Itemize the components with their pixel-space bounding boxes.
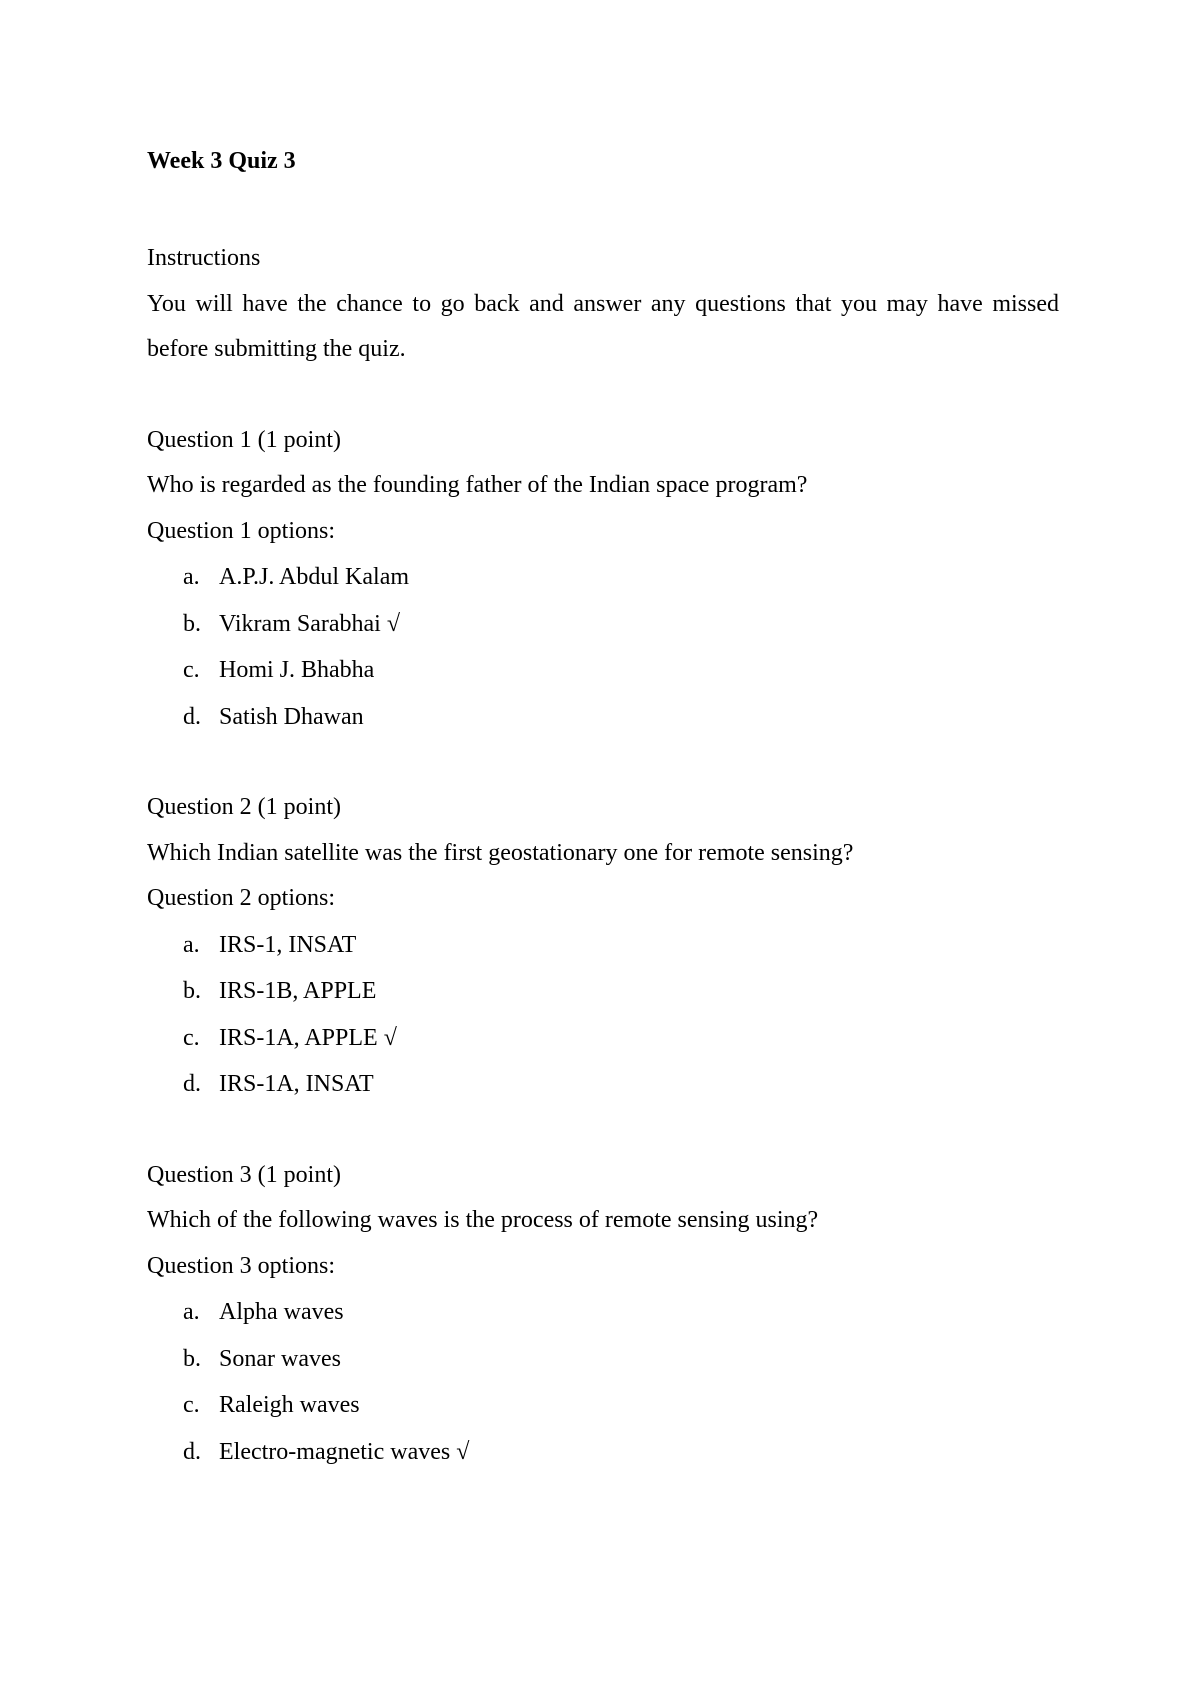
options-label: Question 2 options: (147, 885, 336, 911)
option-item (147, 601, 1059, 648)
options-label: Question 3 options: (147, 1252, 336, 1279)
document-page (147, 146, 1059, 1475)
option-text: Electro-magnetic waves (219, 1438, 451, 1465)
option-letter: d. (183, 1438, 201, 1465)
question-prompt: Which Indian satellite was the first geostationary one for remote sensing? (147, 839, 854, 866)
option-text: Satish Dhawan (219, 703, 364, 730)
option-item (147, 1429, 1059, 1476)
options-list (147, 922, 1059, 1108)
question-prompt: Which of the following waves is the process of remote sensing using? (147, 1207, 819, 1233)
option-item (147, 968, 1059, 1015)
check-mark-icon: √ (383, 1024, 397, 1051)
option-letter: b. (183, 978, 201, 1004)
option-letter: d. (183, 1071, 201, 1097)
option-item (147, 647, 1059, 694)
check-mark-icon: √ (386, 610, 401, 637)
option-letter: b. (183, 1345, 201, 1372)
question-block (147, 418, 1059, 741)
question-block (147, 785, 1059, 1108)
option-text: Homi J. Bhabha (219, 657, 375, 683)
option-text: Sonar waves (219, 1345, 341, 1372)
option-letter: a. (183, 564, 200, 590)
option-item (147, 1336, 1059, 1383)
option-item (147, 554, 1059, 601)
option-letter: b. (183, 610, 201, 637)
option-item (147, 1289, 1059, 1336)
option-item (147, 1061, 1059, 1108)
check-mark-icon: √ (456, 1438, 470, 1465)
questions-list (147, 418, 1059, 1476)
question-heading: Question 3 (1 point) (147, 1161, 341, 1188)
option-letter: d. (183, 703, 201, 730)
question-prompt: Who is regarded as the founding father of the Indian space program? (147, 472, 808, 498)
option-item (147, 1015, 1059, 1062)
option-letter: c. (183, 1392, 200, 1418)
option-letter: c. (183, 657, 200, 683)
options-list (147, 1289, 1059, 1475)
question-block (147, 1153, 1059, 1476)
option-item (147, 922, 1059, 969)
option-item (147, 694, 1059, 741)
option-letter: c. (183, 1024, 200, 1051)
option-letter: a. (183, 1299, 200, 1325)
option-text: Alpha waves (219, 1299, 344, 1325)
option-text: IRS-1A, INSAT (219, 1071, 374, 1097)
instructions-heading: Instructions (147, 245, 261, 271)
option-text: IRS-1B, APPLE (219, 978, 377, 1004)
options-list (147, 554, 1059, 740)
options-label: Question 1 options: (147, 517, 336, 544)
option-text: IRS-1, INSAT (219, 931, 357, 958)
question-heading: Question 2 (1 point) (147, 794, 341, 820)
option-letter: a. (183, 931, 200, 958)
question-heading: Question 1 (1 point) (147, 426, 341, 453)
option-item (147, 1382, 1059, 1429)
option-text: Raleigh waves (219, 1392, 360, 1418)
page-title: Week 3 Quiz 3 (147, 148, 296, 174)
option-text: Vikram Sarabhai (219, 610, 381, 637)
instructions-text: You will have the chance to go back and answer any questions that you may have missed before submitting the quiz. (147, 290, 1059, 362)
option-text: A.P.J. Abdul Kalam (219, 564, 410, 590)
option-text: IRS-1A, APPLE (219, 1024, 378, 1051)
